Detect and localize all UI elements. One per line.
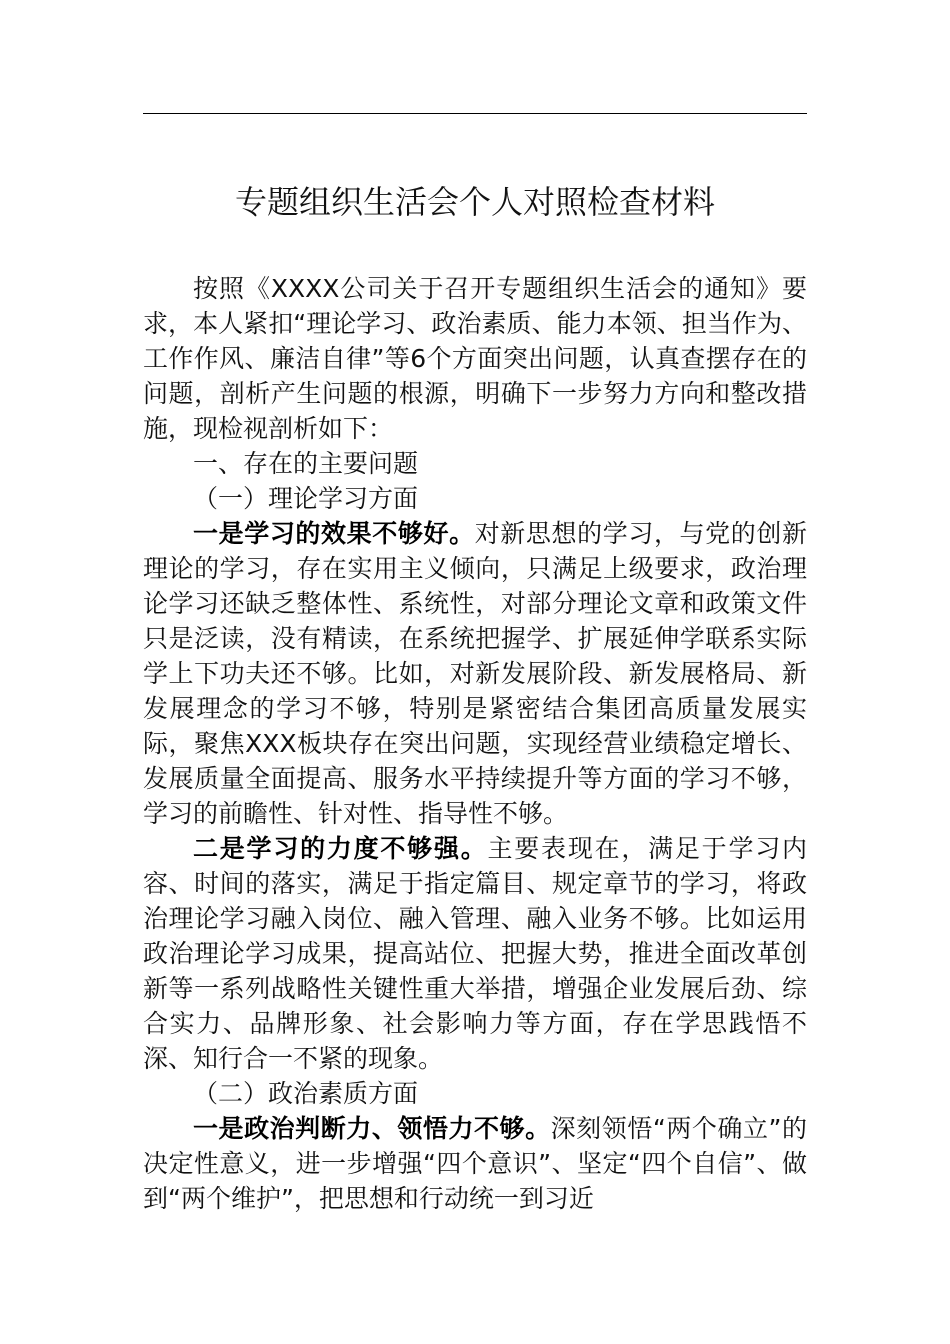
document-title: 专题组织生活会个人对照检查材料 — [234, 183, 715, 221]
intro-paragraph: 按照《XXXX公司关于召开专题组织生活会的通知》要求，本人紧扣“理论学习、政治素质、能力本领、担当作为、工作作风、廉洁自律”等6个方面突出问题，认真查摆存在的问题，剖析产生问题的根源，明确下一步努力方向和整改措施，现检视剖析如下： — [143, 274, 807, 443]
item-text: 对新思想的学习，与党的创新理论的学习，存在实用主义倾向，只满足上级要求，政治理论学习还缺乏整体性、系统性，对部分理论文章和政策文件只是泛读，没有精读，在系统把握学、扩展延伸学联系实际学上下功夫还不够。比如，对新发展阶段、新发展格局、新发展理念的学习不够，特别是紧密结合集团高质量发展实际，聚焦XXX板块存在突出问题，实现经营业绩稳定增长、发展质量全面提高、服务水平持续提升等方面的学习不够，学习的前瞻性、针对性、指导性不够。 — [143, 519, 807, 828]
item-paragraph — [143, 516, 807, 831]
item-paragraph — [143, 831, 807, 1076]
header-rule — [143, 113, 807, 114]
document-body — [143, 271, 807, 1216]
item-lead: 二是学习的力度不够强。 — [193, 834, 488, 863]
item-paragraph — [143, 1111, 807, 1216]
section-heading: 一、存在的主要问题 — [193, 449, 419, 478]
item-lead: 一是政治判断力、领悟力不够。 — [193, 1114, 551, 1143]
item-text: 主要表现在，满足于学习内容、时间的落实，满足于指定篇目、规定章节的学习，将政治理论学习融入岗位、融入管理、融入业务不够。比如运用政治理论学习成果，提高站位、把握大势，推进全面改革创新等一系列战略性关键性重大举措，增强企业发展后劲、综合实力、品牌形象、社会影响力等方面，存在学思践悟不深、知行合一不紧的现象。 — [143, 834, 807, 1073]
item-text: 深刻领悟“两个确立”的决定性意义，进一步增强“四个意识”、坚定“四个自信”、做到“两个维护”，把思想和行动统一到习近 — [143, 1114, 807, 1213]
subsection-heading-theory: （一）理论学习方面 — [193, 484, 419, 513]
item-lead: 一是学习的效果不够好。 — [193, 519, 475, 548]
subsection-heading-politics: （二）政治素质方面 — [193, 1079, 419, 1108]
